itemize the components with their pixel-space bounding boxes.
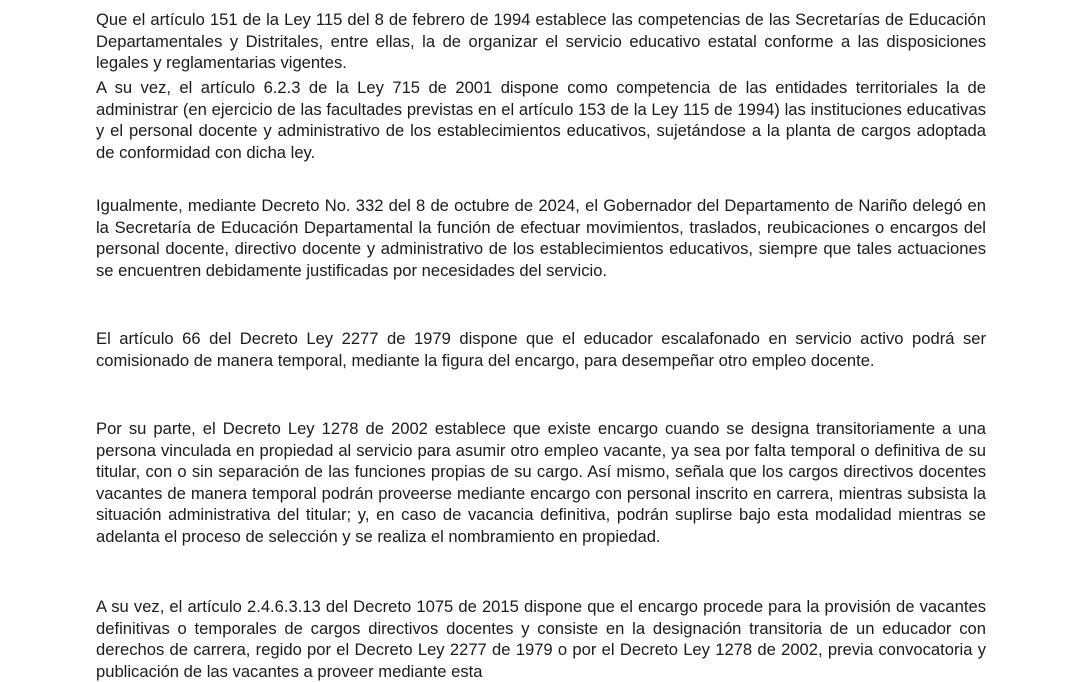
paragraph-decreto-1075: A su vez, el artículo 2.4.6.3.13 del Decreto 1075 de 2015 dispone que el encargo procede para la provisión de vacantes definitivas o temporales de cargos directivos docentes y consiste en la designación transitoria de un educador con derechos de carrera, regido por el Decreto Ley 2277 de 1979 o por el Decreto Ley 1278 de 2002, previa convocatoria y publicación de las vacantes a proveer mediante esta [96, 597, 986, 681]
paragraph-ley-715: A su vez, el artículo 6.2.3 de la Ley 715 de 2001 dispone como competencia de las entidades territoriales la de administrar (en ejercicio de las facultades previstas en el artículo 153 de la Ley 115 de 1994) las instituciones educativas y el personal docente y administrativo de los establecimientos educativos, sujetándose a la planta de cargos adoptada de conformidad con dicha ley. [96, 78, 986, 162]
paragraph-ley-115: Que el artículo 151 de la Ley 115 del 8 de febrero de 1994 establece las competencias de las Secretarías de Educación Departamentales y Distritales, entre ellas, la de organizar el servicio educativo estatal conforme a las disposiciones legales y reglamentarias vigentes. [96, 10, 986, 73]
paragraph-decreto-1278: Por su parte, el Decreto Ley 1278 de 2002 establece que existe encargo cuando se designa transitoriamente a una persona vinculada en propiedad al servicio para asumir otro empleo vacante, ya sea por falta temporal o definitiva de su titular, con o sin separación de las funciones propias de su cargo. Así mismo, señala que los cargos directivos docentes vacantes de manera temporal podrán proveerse mediante encargo con personal inscrito en carrera, mientras subsista la situación administrativa del titular; y, en caso de vacancia definitiva, podrán suplirse bajo esta modalidad mientras se adelanta el proceso de selección y se realiza el nombramiento en propiedad. [96, 419, 986, 546]
paragraph-decreto-332: Igualmente, mediante Decreto No. 332 del 8 de octubre de 2024, el Gobernador del Departamento de Nariño delegó en la Secretaría de Educación Departamental la función de efectuar movimientos, traslados, reubicaciones o encargos del personal docente, directivo docente y administrativo de los establecimientos educativos, siempre que tales actuaciones se encuentren debidamente justificadas por necesidades del servicio. [96, 196, 986, 280]
paragraph-decreto-2277: El artículo 66 del Decreto Ley 2277 de 1979 dispone que el educador escalafonado en servicio activo podrá ser comisionado de manera temporal, mediante la figura del encargo, para desempeñar otro empleo docente. [96, 329, 986, 370]
